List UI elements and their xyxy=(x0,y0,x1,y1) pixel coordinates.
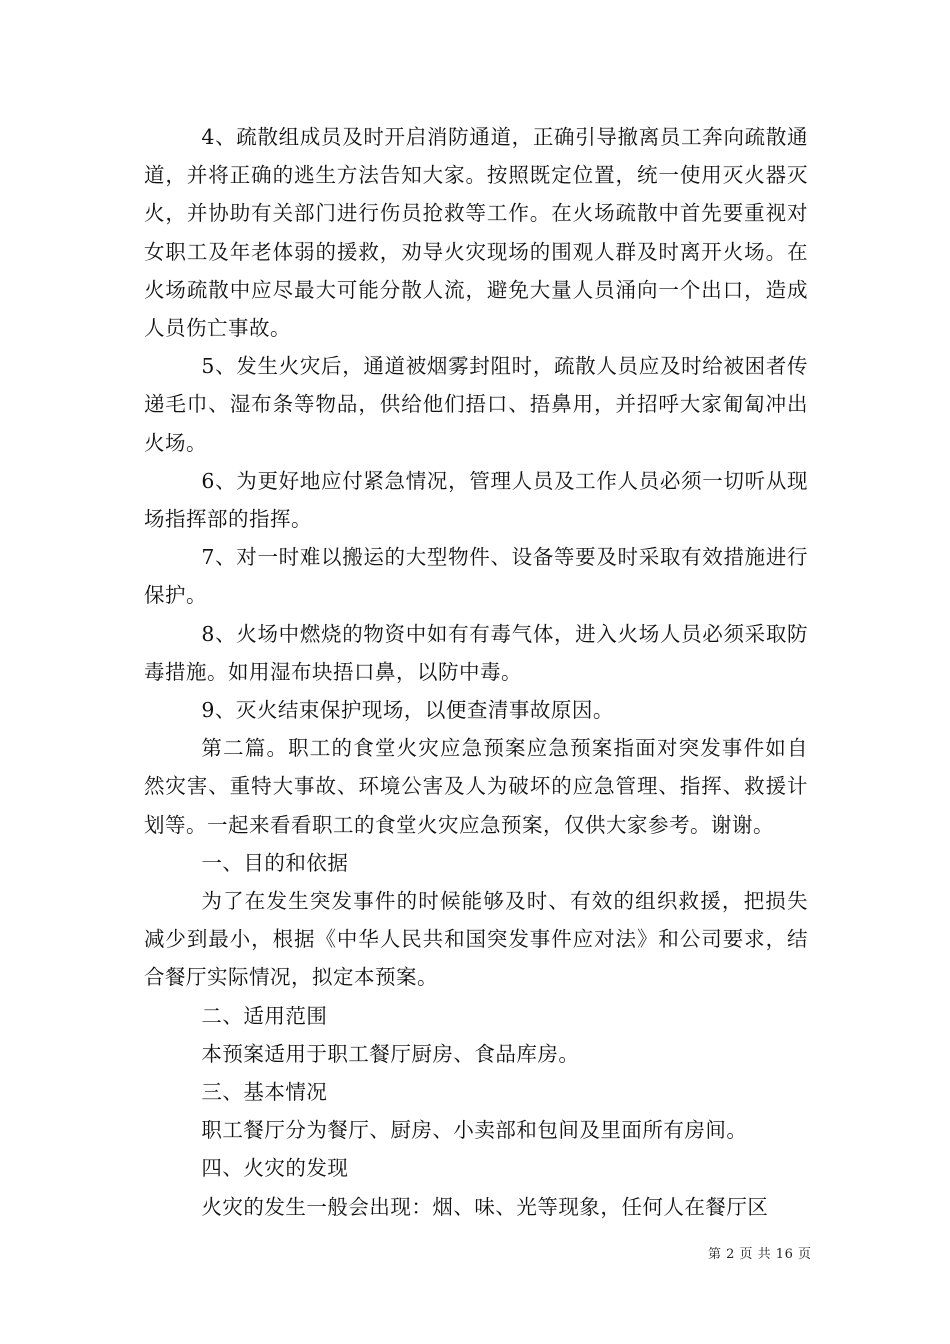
paragraph-scope: 本预案适用于职工餐厅厨房、食品库房。 xyxy=(201,1041,580,1066)
paragraph-second-article: 第二篇。职工的食堂火灾应急预案应急预案指面对突发事件如自然灾害、重特大事故、环境公害及人为破坏的应急管理、指挥、救援计划等。一起来看看职工的食堂火灾应急预案，仅供大家参考。谢谢。 xyxy=(144,736,808,837)
document-body xyxy=(144,118,808,1226)
paragraph-item-4: 4、疏散组成员及时开启消防通道，正确引导撤离员工奔向疏散通道，并将正确的逃生方法告知大家。按照既定位置，统一使用灭火器灭火，并协助有关部门进行伤员抢救等工作。在火场疏散中首先要重视对女职工及年老体弱的援救，劝导火灾现场的围观人群及时离开火场。在火场疏散中应尽最大可能分散人流，避免大量人员涌向一个出口，造成人员伤亡事故。 xyxy=(144,125,808,341)
paragraph-item-5: 5、发生火灾后，通道被烟雾封阻时，疏散人员应及时给被困者传递毛巾、湿布条等物品，供给他们捂口、捂鼻用，并招呼大家匍匐冲出火场。 xyxy=(144,354,808,455)
paragraph-item-9: 9、灭火结束保护现场，以便查清事故原因。 xyxy=(201,698,614,723)
section-heading-basic-info: 三、基本情况 xyxy=(201,1080,328,1105)
paragraph-item-7: 7、对一时难以搬运的大型物件、设备等要及时采取有效措施进行保护。 xyxy=(144,545,808,608)
section-heading-scope: 二、适用范围 xyxy=(201,1003,328,1028)
paragraph-purpose: 为了在发生突发事件的时候能够及时、有效的组织救援，把损失减少到最小，根据《中华人民共和国突发事件应对法》和公司要求，结合餐厅实际情况，拟定本预案。 xyxy=(144,889,808,990)
section-heading-purpose: 一、目的和依据 xyxy=(201,850,349,875)
page-number-footer: 第 2 页 共 16 页 xyxy=(708,1247,812,1262)
section-heading-fire-discovery: 四、火灾的发现 xyxy=(201,1156,349,1181)
paragraph-basic-info: 职工餐厅分为餐厅、厨房、小卖部和包间及里面所有房间。 xyxy=(201,1118,748,1143)
paragraph-item-6: 6、为更好地应付紧急情况，管理人员及工作人员必须一切听从现场指挥部的指挥。 xyxy=(144,468,808,532)
paragraph-item-8: 8、火场中燃烧的物资中如有有毒气体，进入火场人员必须采取防毒措施。如用湿布块捂口鼻，以防中毒。 xyxy=(144,621,808,684)
paragraph-fire-discovery: 火灾的发生一般会出现：烟、味、光等现象，任何人在餐厅区 xyxy=(201,1194,769,1219)
